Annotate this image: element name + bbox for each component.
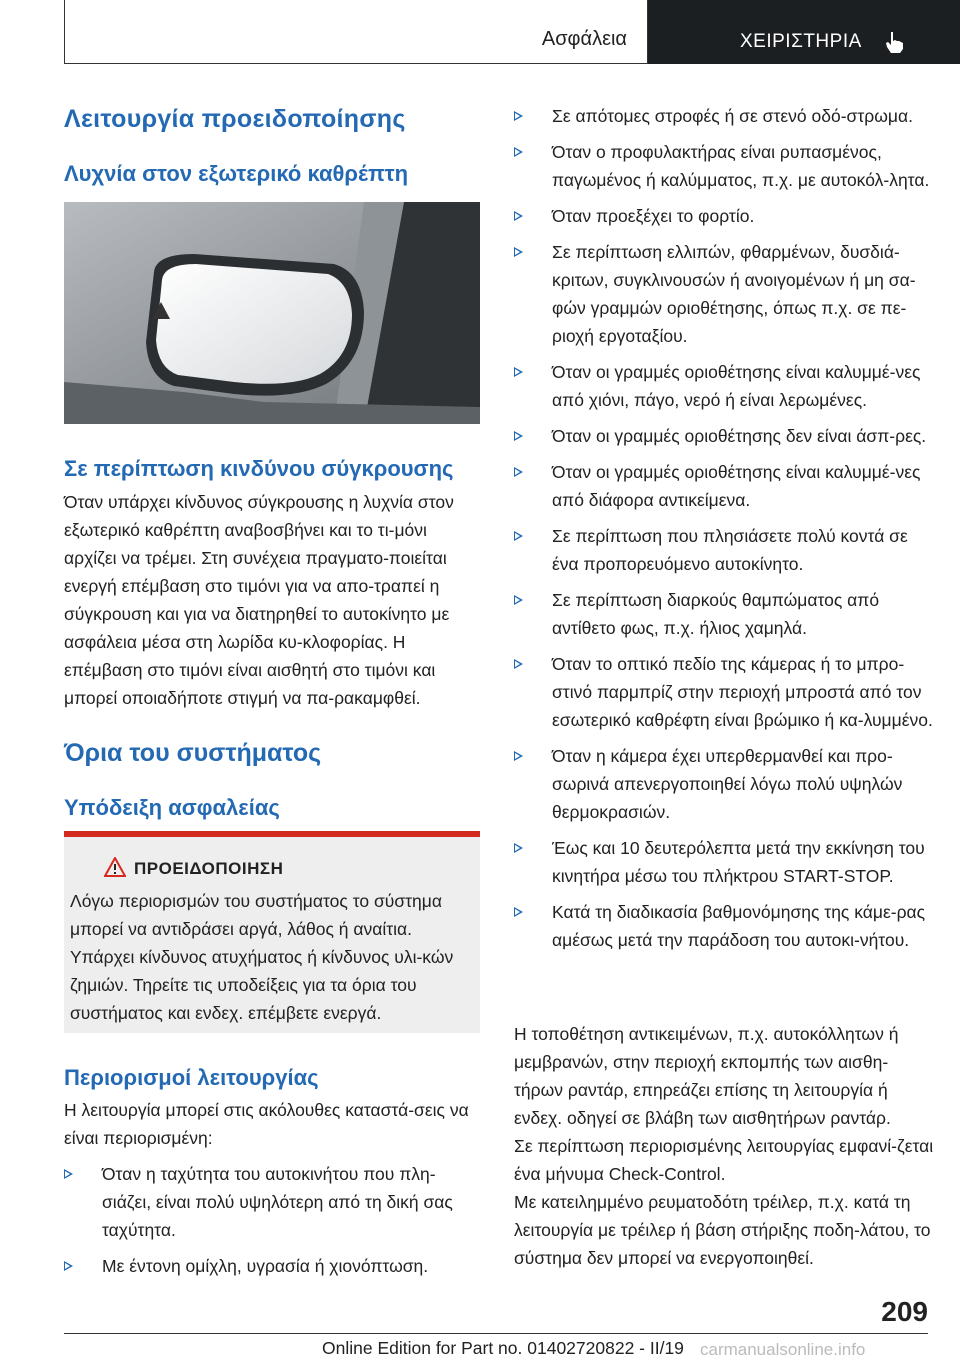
bullet-triangle-icon xyxy=(514,751,523,761)
watermark: carmanualsonline.info xyxy=(700,1340,866,1359)
list-item: Κατά τη διαδικασία βαθμονόμησης της κάμε-ρας αμέσως μετά την παράδοση του αυτοκι-νήτου. xyxy=(514,898,934,954)
restrictions-list-left xyxy=(64,1160,480,1280)
bullet-triangle-icon xyxy=(514,147,523,157)
heading-warning-function: Λειτουργία προειδοποίησης xyxy=(64,105,406,133)
list-item: Σε περίπτωση ελλιπών, φθαρμένων, δυσδιά-κριτων, συγκλινουσών ή ανοιγομένων ή μη σα-φών γραμμών οριοθέτησης, όπως π.χ. σε πε-ριοχή εργοταξίου. xyxy=(514,238,934,350)
bullet-triangle-icon xyxy=(514,367,523,377)
list-item: Όταν οι γραμμές οριοθέτησης είναι καλυμμέ-νες από χιόνι, πάγο, νερό ή είναι λερωμένες. xyxy=(514,358,934,414)
list-item: Όταν προεξέχει το φορτίο. xyxy=(514,202,934,230)
list-item: Όταν η κάμερα έχει υπερθερμανθεί και προ-σωρινά απενεργοποιηθεί λόγω πολύ υψηλών θερμοκρασιών. xyxy=(514,742,934,826)
paragraph-trailer: Με κατειλημμένο ρευματοδότη τρέιλερ, π.χ. κατά τη λειτουργία με τρέιλερ ή βάση στήριξης ποδη-λάτου, το σύστημα δεν μπορεί να ενεργοποιηθεί. xyxy=(514,1192,931,1268)
bullet-triangle-icon xyxy=(514,211,523,221)
page-number: 209 xyxy=(881,1296,928,1327)
bullet-triangle-icon xyxy=(514,595,523,605)
header-chapter-title: ΧΕΙΡΙΣΤΗΡΙΑ xyxy=(740,31,862,52)
footer-divider xyxy=(64,1333,928,1334)
restrictions-list-right xyxy=(514,102,934,954)
bullet-triangle-icon xyxy=(514,531,523,541)
paragraph-check-control: Σε περίπτωση περιορισμένης λειτουργίας εμφανί-ζεται ένα μήνυμα Check-Control. xyxy=(514,1136,934,1184)
header-section-title: Ασφάλεια xyxy=(541,28,627,50)
heading-restrictions: Περιορισμοί λειτουργίας xyxy=(64,1065,319,1090)
list-item: Όταν το οπτικό πεδίο της κάμερας ή το μπρο-στινό παρμπρίζ στην περιοχή μπροστά από τον εσωτερικό καθρέφτη είναι βρώμικο ή κα-λυμμένο. xyxy=(514,650,934,734)
list-item: Όταν η ταχύτητα του αυτοκινήτου που πλη-σιάζει, είναι πολύ υψηλότερη από τη δική σας ταχύτητα. xyxy=(64,1160,480,1244)
heading-safety-note: Υπόδειξη ασφαλείας xyxy=(64,795,280,820)
bullet-triangle-icon xyxy=(514,843,523,853)
footer-edition: Online Edition for Part no. 01402720822 - II/19 xyxy=(322,1338,684,1358)
warning-text: Λόγω περιορισμών του συστήματος το σύστημα μπορεί να αντιδράσει αργά, λάθος ή αναίτια. Υπάρχει κίνδυνος ατυχήματος ή κίνδυνος υλι-κών ζημιών. Τηρείτε τις υποδείξεις για τα όρια του συστήματος και ενδεχ. επέμβετε ενεργά. xyxy=(70,891,454,1023)
heading-system-limits: Όρια του συστήματος xyxy=(64,739,322,767)
warning-triangle-icon xyxy=(104,857,126,877)
bullet-triangle-icon xyxy=(514,467,523,477)
list-item: Έως και 10 δευτερόλεπτα μετά την εκκίνηση του κινητήρα μέσω του πλήκτρου START-STOP. xyxy=(514,834,934,890)
list-item: Όταν οι γραμμές οριοθέτησης δεν είναι άσπ-ρες. xyxy=(514,422,934,450)
bullet-triangle-icon xyxy=(64,1261,73,1271)
mirror-illustration xyxy=(64,202,480,424)
list-item: Όταν ο προφυλακτήρας είναι ρυπασμένος, παγωμένος ή καλύμματος, π.χ. με αυτοκόλ-λητα. xyxy=(514,138,934,194)
hand-pointer-icon xyxy=(882,29,908,55)
bullet-triangle-icon xyxy=(514,659,523,669)
bullet-triangle-icon xyxy=(514,907,523,917)
list-item: Σε περίπτωση που πλησιάσετε πολύ κοντά σε ένα προπορευόμενο αυτοκίνητο. xyxy=(514,522,934,578)
bullet-triangle-icon xyxy=(514,111,523,121)
list-item: Με έντονη ομίχλη, υγρασία ή χιονόπτωση. xyxy=(64,1252,480,1280)
paragraph-collision: Όταν υπάρχει κίνδυνος σύγκρουσης η λυχνία στον εξωτερικό καθρέπτη αναβοσβήνει και το τι-μόνι αρχίζει να τρέμει. Στη συνέχεια πραγματο-ποιείται ενεργή επέμβαση στο τιμόνι για να απο-τραπεί η σύγκρουση και για να διατηρηθεί το αυτοκίνητο με ασφάλεια μέσα στη λωρίδα κυ-κλοφορίας. Η επέμβαση στο τιμόνι είναι αισθητή στο τιμόνι και μπορεί οποιαδήποτε στιγμή να πα-ρακαμφθεί. xyxy=(64,492,454,708)
list-item: Σε απότομες στροφές ή σε στενό οδό-στρωμα. xyxy=(514,102,934,130)
header-section-box xyxy=(64,0,648,64)
paragraph-restrictions: Η λειτουργία μπορεί στις ακόλουθες καταστά-σεις να είναι περιορισμένη: xyxy=(64,1100,469,1148)
bullet-triangle-icon xyxy=(514,431,523,441)
list-item: Σε περίπτωση διαρκούς θαμπώματος από αντίθετο φως, π.χ. ήλιος χαμηλά. xyxy=(514,586,934,642)
bullet-triangle-icon xyxy=(514,247,523,257)
bullet-triangle-icon xyxy=(64,1169,73,1179)
heading-collision: Σε περίπτωση κινδύνου σύγκρουσης xyxy=(64,456,454,481)
heading-mirror-lamp: Λυχνία στον εξωτερικό καθρέπτη xyxy=(64,161,409,186)
header-chapter-tab xyxy=(648,0,960,64)
warning-title: ΠΡΟΕΙΔΟΠΟΙΗΣΗ xyxy=(134,859,284,878)
list-item: Όταν οι γραμμές οριοθέτησης είναι καλυμμέ-νες από διάφορα αντικείμενα. xyxy=(514,458,934,514)
paragraph-radar-objects: Η τοποθέτηση αντικειμένων, π.χ. αυτοκόλλητων ή μεμβρανών, στην περιοχή εκπομπής των αισθη-τήρων ραντάρ, επηρεάζει επίσης τη λειτουργία ή ενδεχ. οδηγεί σε βλάβη των αισθητήρων ραντάρ. xyxy=(514,1024,899,1128)
warning-box xyxy=(64,837,480,1033)
